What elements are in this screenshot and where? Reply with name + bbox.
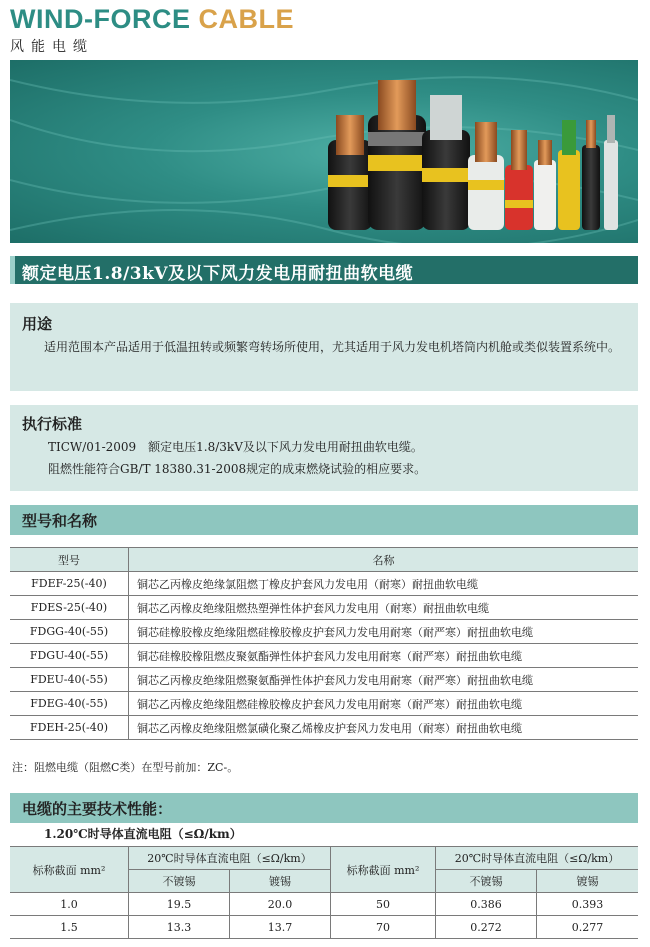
model-name: 铜芯硅橡胶橡阻燃皮聚氨酯弹性体护套风力发电用耐寒（耐严寒）耐扭曲软电缆 xyxy=(129,644,639,668)
usage-text: 适用范围本产品适用于低温扭转或频繁弯转场所使用，尤其适用于风力发电机塔筒内机舱或类似装置系统中。 xyxy=(44,340,621,354)
col-resist-header-2: 20℃时导体直流电阻（≤Ω/km） xyxy=(436,847,639,870)
table-row xyxy=(10,716,638,740)
model-code: FDEG-40(-55) xyxy=(10,692,129,716)
standard-line-1: TICW/01-2009 额定电压1.8/3kV及以下风力发电用耐扭曲软电缆。 xyxy=(48,440,423,454)
resistance-header-row-1 xyxy=(10,847,638,870)
models-table-header xyxy=(10,548,638,572)
standard-heading: 执行标准 xyxy=(22,415,83,433)
tinned-value: 0.277 xyxy=(537,916,639,939)
table-row xyxy=(10,596,638,620)
title-accent xyxy=(10,256,15,284)
col-tinned-header: 镀锡 xyxy=(230,870,331,893)
area-value: 70 xyxy=(331,916,436,939)
tech-header-bar xyxy=(10,793,638,823)
col-plain-header-2: 不镀锡 xyxy=(436,870,537,893)
models-note: 注：阻燃电缆（阻燃C类）在型号前加：ZC-。 xyxy=(12,761,239,774)
model-code: FDEF-25(-40) xyxy=(10,572,129,596)
tech-subheading: 1.20℃时导体直流电阻（≤Ω/km） xyxy=(44,827,242,841)
product-title: 额定电压1.8/3kV及以下风力发电用耐扭曲软电缆 xyxy=(22,264,414,284)
model-code: FDES-25(-40) xyxy=(10,596,129,620)
model-name: 铜芯乙丙橡皮绝缘氯阻燃丁橡皮护套风力发电用（耐寒）耐扭曲软电缆 xyxy=(129,572,639,596)
col-name-header: 名称 xyxy=(129,548,639,572)
brand-wordmark-part1: WIND-FORCE xyxy=(10,4,191,34)
model-code: FDEU-40(-55) xyxy=(10,668,129,692)
col-model-header: 型号 xyxy=(10,548,129,572)
col-plain-header: 不镀锡 xyxy=(129,870,230,893)
brand-wordmark-part2: CABLE xyxy=(198,4,294,34)
model-name: 铜芯乙丙橡皮绝缘阻燃氯磺化聚乙烯橡皮护套风力发电用（耐寒）耐扭曲软电缆 xyxy=(129,716,639,740)
standard-line-2: 阻燃性能符合GB/T 18380.31-2008规定的成束燃烧试验的相应要求。 xyxy=(48,462,427,476)
models-header-bar xyxy=(10,505,638,535)
usage-section xyxy=(10,303,638,391)
area-value: 1.5 xyxy=(10,916,129,939)
standard-section xyxy=(10,405,638,491)
model-code: FDGU-40(-55) xyxy=(10,644,129,668)
area-value: 50 xyxy=(331,893,436,916)
col-area-header-2: 标称截面 mm² xyxy=(331,847,436,893)
model-name: 铜芯硅橡胶橡皮绝缘阻燃硅橡胶橡皮护套风力发电用耐寒（耐严寒）耐扭曲软电缆 xyxy=(129,620,639,644)
tech-heading: 电缆的主要技术性能： xyxy=(22,800,173,818)
model-name: 铜芯乙丙橡皮绝缘阻燃硅橡胶橡皮护套风力发电用耐寒（耐严寒）耐扭曲软电缆 xyxy=(129,692,639,716)
table-row xyxy=(10,620,638,644)
table-row xyxy=(10,916,638,939)
plain-value: 0.272 xyxy=(436,916,537,939)
table-row xyxy=(10,668,638,692)
brand-logo xyxy=(10,4,294,35)
tinned-value: 0.393 xyxy=(537,893,639,916)
tinned-value: 13.7 xyxy=(230,916,331,939)
plain-value: 13.3 xyxy=(129,916,230,939)
plain-value: 19.5 xyxy=(129,893,230,916)
model-name: 铜芯乙丙橡皮绝缘阻燃聚氨酯弹性体护套风力发电用耐寒（耐严寒）耐扭曲软电缆 xyxy=(129,668,639,692)
resistance-table xyxy=(10,846,638,939)
col-area-header: 标称截面 mm² xyxy=(10,847,129,893)
tinned-value: 20.0 xyxy=(230,893,331,916)
table-row xyxy=(10,692,638,716)
usage-heading: 用途 xyxy=(22,315,53,333)
col-tinned-header-2: 镀锡 xyxy=(537,870,639,893)
table-row xyxy=(10,644,638,668)
hero-cable-photo xyxy=(10,60,638,243)
product-title-bar xyxy=(10,256,638,284)
models-heading: 型号和名称 xyxy=(22,512,98,530)
table-row xyxy=(10,893,638,916)
model-code: FDGG-40(-55) xyxy=(10,620,129,644)
models-table xyxy=(10,547,638,740)
brand-subtitle: 风能电缆 xyxy=(10,39,94,55)
table-row xyxy=(10,572,638,596)
cable-illustration xyxy=(10,60,638,243)
area-value: 1.0 xyxy=(10,893,129,916)
model-code: FDEH-25(-40) xyxy=(10,716,129,740)
model-name: 铜芯乙丙橡皮绝缘阻燃热塑弹性体护套风力发电用（耐寒）耐扭曲软电缆 xyxy=(129,596,639,620)
plain-value: 0.386 xyxy=(436,893,537,916)
col-resist-header: 20℃时导体直流电阻（≤Ω/km） xyxy=(129,847,331,870)
